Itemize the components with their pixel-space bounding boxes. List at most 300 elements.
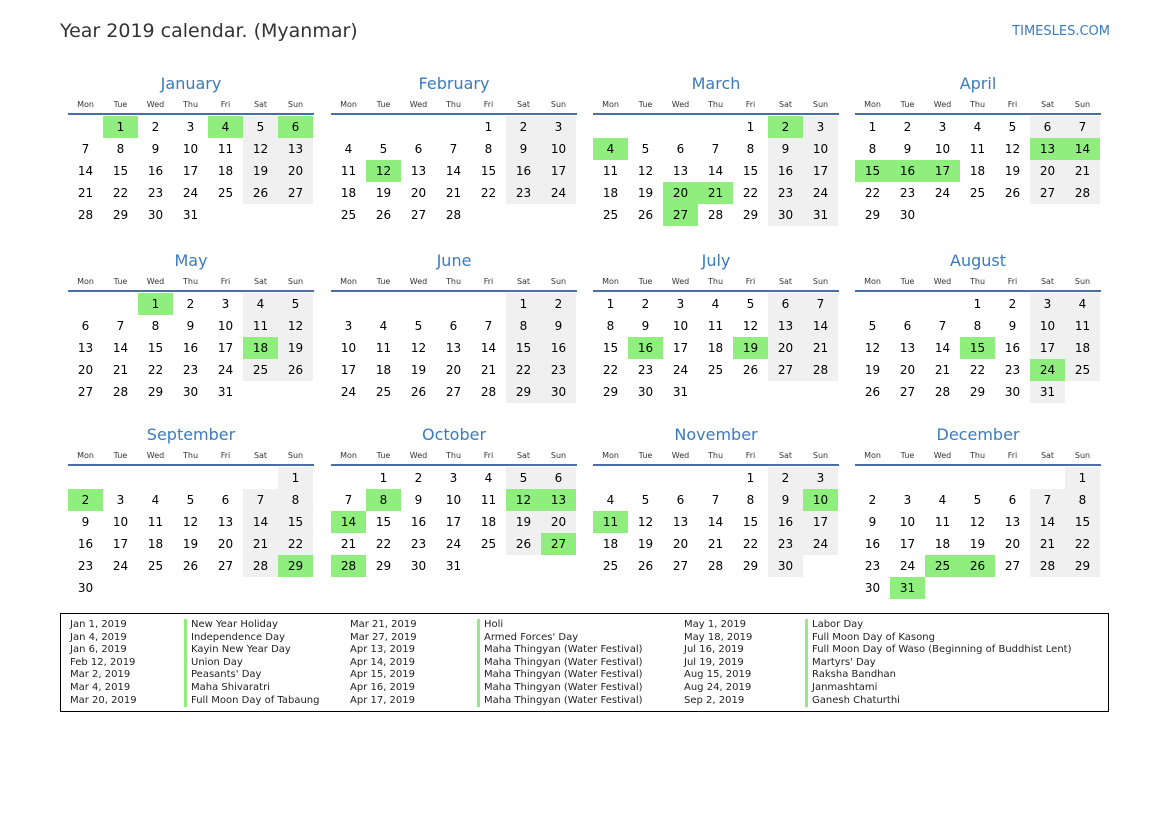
day-cell: 31 <box>445 559 462 573</box>
day-cell: 16 <box>768 160 803 182</box>
day-cell: 4 <box>711 297 720 311</box>
empty-cell <box>331 467 366 489</box>
day-cell: 29 <box>969 385 986 399</box>
legend-date: Apr 15, 2019 <box>350 669 416 681</box>
day-cell: 27 <box>1030 182 1065 204</box>
day-grid <box>855 293 1101 403</box>
weekday-label: Tue <box>113 100 128 109</box>
day-cell: 26 <box>278 359 313 381</box>
legend-holiday-name: Full Moon Day of Kasong <box>805 632 1072 645</box>
empty-cell <box>698 467 733 489</box>
day-cell: 10 <box>182 142 199 156</box>
legend-holiday-name: Ganesh Chaturthi <box>805 695 1072 708</box>
holiday-day-cell: 18 <box>243 337 278 359</box>
weekday-label: Fri <box>220 100 231 109</box>
day-cell: 3 <box>221 297 230 311</box>
day-cell: 25 <box>217 186 234 200</box>
weekday-label: Sun <box>1074 277 1091 286</box>
legend-name-column <box>184 619 319 707</box>
day-cell: 16 <box>1004 341 1021 355</box>
empty-cell <box>471 293 506 315</box>
day-cell: 2 <box>641 297 650 311</box>
weekday-label: Tue <box>900 100 915 109</box>
day-cell: 17 <box>541 160 576 182</box>
empty-cell <box>208 467 243 489</box>
day-cell: 8 <box>151 319 160 333</box>
day-cell: 3 <box>676 297 685 311</box>
page-title: Year 2019 calendar. (Myanmar) <box>60 20 358 42</box>
day-cell: 23 <box>637 363 654 377</box>
holiday-day-cell: 16 <box>628 337 663 359</box>
day-cell: 14 <box>707 515 724 529</box>
day-cell: 26 <box>637 208 654 222</box>
weekday-label: Thu <box>445 277 462 286</box>
day-cell: 31 <box>182 208 199 222</box>
weekday-label: Wed <box>671 451 690 460</box>
weekday-label: Sat <box>1040 277 1055 286</box>
legend-date: Jul 16, 2019 <box>684 644 744 656</box>
weekday-header <box>593 449 839 466</box>
day-cell: 13 <box>445 341 462 355</box>
holiday-day-cell: 13 <box>1030 138 1065 160</box>
weekday-label: Wed <box>146 451 165 460</box>
day-cell: 30 <box>410 559 427 573</box>
day-cell: 3 <box>938 120 947 134</box>
day-grid <box>855 116 1101 226</box>
day-cell: 22 <box>147 363 164 377</box>
weekday-label: Thu <box>969 451 986 460</box>
day-cell: 1 <box>746 471 755 485</box>
day-cell: 28 <box>243 555 278 577</box>
month-name: September <box>146 425 236 444</box>
day-cell: 20 <box>77 363 94 377</box>
legend-date: Mar 4, 2019 <box>70 681 131 693</box>
day-cell: 13 <box>672 164 689 178</box>
empty-cell <box>138 467 173 489</box>
empty-cell <box>593 116 628 138</box>
weekday-label: Sat <box>253 451 268 460</box>
day-cell: 29 <box>506 381 541 403</box>
legend-date: Jan 1, 2019 <box>70 619 127 630</box>
holiday-day-cell: 16 <box>890 160 925 182</box>
day-cell: 28 <box>1065 182 1100 204</box>
day-cell: 12 <box>410 341 427 355</box>
holiday-day-cell: 17 <box>925 160 960 182</box>
day-grid <box>68 293 314 403</box>
month-september <box>68 425 314 599</box>
day-cell: 11 <box>969 142 986 156</box>
day-cell: 27 <box>278 182 313 204</box>
empty-cell <box>103 293 138 315</box>
weekday-label: Sat <box>778 451 793 460</box>
weekday-label: Fri <box>483 100 494 109</box>
weekday-label: Fri <box>745 451 756 460</box>
day-cell: 24 <box>803 182 838 204</box>
day-cell: 29 <box>742 559 759 573</box>
holiday-day-cell: 15 <box>960 337 995 359</box>
day-cell: 1 <box>1065 467 1100 489</box>
weekday-label: Mon <box>864 100 881 109</box>
day-cell: 3 <box>1030 293 1065 315</box>
day-cell: 29 <box>375 559 392 573</box>
empty-cell <box>593 467 628 489</box>
legend-date: Mar 20, 2019 <box>70 694 137 706</box>
day-cell: 19 <box>243 160 278 182</box>
empty-cell <box>663 467 698 489</box>
day-grid <box>855 467 1101 599</box>
day-cell: 5 <box>243 116 278 138</box>
day-cell: 20 <box>445 363 462 377</box>
day-grid <box>331 116 577 226</box>
holiday-day-cell: 12 <box>366 160 401 182</box>
day-cell: 24 <box>445 537 462 551</box>
day-cell: 10 <box>934 142 951 156</box>
day-cell: 20 <box>1030 160 1065 182</box>
day-cell: 23 <box>768 533 803 555</box>
empty-cell <box>68 116 103 138</box>
holiday-day-cell: 24 <box>1030 359 1065 381</box>
empty-cell <box>925 293 960 315</box>
day-cell: 10 <box>803 138 838 160</box>
day-cell: 15 <box>742 164 759 178</box>
day-cell: 6 <box>541 467 576 489</box>
weekday-label: Thu <box>707 451 724 460</box>
day-cell: 2 <box>868 493 877 507</box>
weekday-label: Wed <box>146 100 165 109</box>
weekday-header <box>68 98 314 115</box>
day-cell: 24 <box>541 182 576 204</box>
day-cell: 9 <box>81 515 90 529</box>
weekday-label: Tue <box>376 451 391 460</box>
day-cell: 28 <box>707 208 724 222</box>
day-cell: 4 <box>151 493 160 507</box>
day-cell: 27 <box>1004 559 1021 573</box>
day-cell: 4 <box>606 493 615 507</box>
day-cell: 17 <box>445 515 462 529</box>
day-cell: 27 <box>217 559 234 573</box>
weekday-label: Sun <box>287 100 304 109</box>
day-cell: 23 <box>541 359 576 381</box>
day-cell: 7 <box>1030 489 1065 511</box>
day-cell: 28 <box>934 385 951 399</box>
day-cell: 3 <box>803 116 838 138</box>
day-cell: 22 <box>506 359 541 381</box>
day-cell: 26 <box>182 559 199 573</box>
weekday-label: Fri <box>1007 277 1018 286</box>
day-grid <box>593 467 839 577</box>
day-cell: 22 <box>278 533 313 555</box>
empty-cell <box>960 467 995 489</box>
holiday-day-cell: 27 <box>541 533 576 555</box>
day-cell: 20 <box>278 160 313 182</box>
day-cell: 19 <box>637 186 654 200</box>
day-cell: 12 <box>864 341 881 355</box>
day-cell: 24 <box>934 186 951 200</box>
legend-holiday-name: Armed Forces' Day <box>477 632 643 645</box>
day-cell: 5 <box>1008 120 1017 134</box>
day-cell: 3 <box>903 493 912 507</box>
day-cell: 10 <box>672 319 689 333</box>
day-cell: 24 <box>182 186 199 200</box>
empty-cell <box>173 467 208 489</box>
day-cell: 18 <box>147 537 164 551</box>
day-cell: 2 <box>903 120 912 134</box>
weekday-label: Sat <box>253 277 268 286</box>
day-cell: 6 <box>1008 493 1017 507</box>
day-cell: 18 <box>340 186 357 200</box>
day-cell: 19 <box>864 363 881 377</box>
weekday-label: Wed <box>146 277 165 286</box>
weekday-header <box>331 98 577 115</box>
day-cell: 7 <box>81 142 90 156</box>
day-cell: 11 <box>1065 315 1100 337</box>
day-cell: 2 <box>541 293 576 315</box>
day-cell: 26 <box>864 385 881 399</box>
legend-holiday-name: Full Moon Day of Waso (Beginning of Buddhist Lent) <box>805 644 1072 657</box>
day-cell: 2 <box>1008 297 1017 311</box>
month-name: May <box>174 251 208 270</box>
day-cell: 9 <box>768 138 803 160</box>
day-cell: 20 <box>541 511 576 533</box>
day-cell: 21 <box>445 186 462 200</box>
day-cell: 7 <box>1065 116 1100 138</box>
month-april <box>855 74 1101 226</box>
weekday-header <box>855 449 1101 466</box>
day-cell: 12 <box>969 515 986 529</box>
day-cell: 8 <box>746 493 755 507</box>
day-cell: 22 <box>375 537 392 551</box>
day-cell: 5 <box>973 493 982 507</box>
empty-cell <box>628 116 663 138</box>
legend-holiday-name: Maha Thingyan (Water Festival) <box>477 682 643 695</box>
weekday-label: Wed <box>671 100 690 109</box>
month-name: November <box>674 425 758 444</box>
day-cell: 5 <box>278 293 313 315</box>
day-cell: 13 <box>672 515 689 529</box>
day-cell: 30 <box>1004 385 1021 399</box>
day-cell: 10 <box>112 515 129 529</box>
day-cell: 5 <box>186 493 195 507</box>
month-november <box>593 425 839 577</box>
weekday-label: Sun <box>812 100 829 109</box>
weekday-label: Sun <box>287 277 304 286</box>
day-cell: 7 <box>484 319 493 333</box>
day-cell: 3 <box>186 120 195 134</box>
day-cell: 2 <box>151 120 160 134</box>
day-cell: 8 <box>868 142 877 156</box>
weekday-label: Sat <box>1040 100 1055 109</box>
month-february <box>331 74 577 226</box>
day-cell: 9 <box>186 319 195 333</box>
legend-name-column <box>805 619 1072 707</box>
day-cell: 5 <box>746 297 755 311</box>
legend-holiday-name: Maha Thingyan (Water Festival) <box>477 695 643 708</box>
day-cell: 21 <box>803 337 838 359</box>
day-cell: 30 <box>768 204 803 226</box>
day-cell: 23 <box>506 182 541 204</box>
empty-cell <box>890 293 925 315</box>
day-cell: 20 <box>899 363 916 377</box>
weekday-label: Tue <box>638 100 653 109</box>
month-name: June <box>436 251 472 270</box>
day-cell: 8 <box>1065 489 1100 511</box>
legend-date: Jan 4, 2019 <box>70 631 127 643</box>
day-cell: 15 <box>278 511 313 533</box>
weekday-label: Sun <box>550 100 567 109</box>
day-cell: 16 <box>182 341 199 355</box>
empty-cell <box>925 467 960 489</box>
day-cell: 25 <box>375 385 392 399</box>
holiday-day-cell: 27 <box>663 204 698 226</box>
day-cell: 11 <box>243 315 278 337</box>
day-cell: 4 <box>1065 293 1100 315</box>
day-cell: 6 <box>221 493 230 507</box>
day-cell: 25 <box>969 186 986 200</box>
day-cell: 8 <box>116 142 125 156</box>
day-cell: 14 <box>445 164 462 178</box>
legend-date: Feb 12, 2019 <box>70 656 136 668</box>
day-cell: 6 <box>903 319 912 333</box>
weekday-label: Mon <box>340 451 357 460</box>
day-cell: 28 <box>480 385 497 399</box>
day-cell: 5 <box>641 142 650 156</box>
day-cell: 1 <box>746 120 755 134</box>
day-cell: 29 <box>602 385 619 399</box>
day-cell: 10 <box>445 493 462 507</box>
holiday-day-cell: 12 <box>506 489 541 511</box>
day-cell: 27 <box>672 559 689 573</box>
weekday-header <box>855 98 1101 115</box>
weekday-label: Tue <box>900 277 915 286</box>
day-cell: 5 <box>414 319 423 333</box>
day-cell: 26 <box>1004 186 1021 200</box>
day-cell: 17 <box>340 363 357 377</box>
empty-cell <box>331 116 366 138</box>
day-cell: 23 <box>147 186 164 200</box>
holiday-day-cell: 26 <box>960 555 995 577</box>
holiday-legend <box>60 613 1109 712</box>
day-cell: 22 <box>1065 533 1100 555</box>
weekday-label: Sat <box>516 451 531 460</box>
weekday-label: Thu <box>182 451 199 460</box>
day-cell: 28 <box>77 208 94 222</box>
day-cell: 13 <box>217 515 234 529</box>
weekday-header <box>68 449 314 466</box>
day-cell: 25 <box>243 359 278 381</box>
legend-date: May 1, 2019 <box>684 619 747 630</box>
day-cell: 25 <box>340 208 357 222</box>
day-cell: 30 <box>864 581 881 595</box>
day-cell: 14 <box>480 341 497 355</box>
day-cell: 16 <box>864 537 881 551</box>
holiday-day-cell: 15 <box>855 160 890 182</box>
day-cell: 18 <box>934 537 951 551</box>
day-cell: 31 <box>803 204 838 226</box>
day-cell: 17 <box>182 164 199 178</box>
day-cell: 27 <box>410 208 427 222</box>
day-cell: 17 <box>672 341 689 355</box>
month-june <box>331 251 577 403</box>
holiday-day-cell: 11 <box>593 511 628 533</box>
day-cell: 6 <box>449 319 458 333</box>
day-cell: 21 <box>1065 160 1100 182</box>
day-cell: 13 <box>410 164 427 178</box>
day-cell: 28 <box>707 559 724 573</box>
day-cell: 9 <box>414 493 423 507</box>
day-cell: 2 <box>506 116 541 138</box>
month-name: February <box>418 74 490 93</box>
day-cell: 24 <box>217 363 234 377</box>
weekday-label: Wed <box>933 277 952 286</box>
day-cell: 15 <box>742 515 759 529</box>
day-cell: 14 <box>803 315 838 337</box>
day-cell: 19 <box>278 337 313 359</box>
day-cell: 1 <box>973 297 982 311</box>
holiday-day-cell: 20 <box>663 182 698 204</box>
weekday-label: Tue <box>113 277 128 286</box>
day-cell: 5 <box>379 142 388 156</box>
holiday-day-cell: 29 <box>278 555 313 577</box>
day-cell: 24 <box>340 385 357 399</box>
legend-date: Apr 17, 2019 <box>350 694 416 706</box>
day-cell: 24 <box>803 533 838 555</box>
site-link[interactable]: TIMESLES.COM <box>1012 24 1110 39</box>
day-cell: 9 <box>151 142 160 156</box>
day-grid <box>331 467 577 577</box>
legend-holiday-name: Maha Thingyan (Water Festival) <box>477 669 643 682</box>
legend-holiday-name: Maha Thingyan (Water Festival) <box>477 644 643 657</box>
day-cell: 8 <box>506 315 541 337</box>
day-cell: 19 <box>182 537 199 551</box>
holiday-day-cell: 31 <box>890 577 925 599</box>
day-grid <box>593 116 839 226</box>
day-cell: 26 <box>243 182 278 204</box>
day-cell: 10 <box>340 341 357 355</box>
day-cell: 12 <box>278 315 313 337</box>
day-cell: 20 <box>217 537 234 551</box>
day-cell: 10 <box>899 515 916 529</box>
weekday-label: Wed <box>933 100 952 109</box>
weekday-label: Sun <box>550 451 567 460</box>
day-cell: 9 <box>541 315 576 337</box>
day-cell: 14 <box>1030 511 1065 533</box>
day-cell: 12 <box>182 515 199 529</box>
day-cell: 15 <box>375 515 392 529</box>
holiday-day-cell: 19 <box>733 337 768 359</box>
legend-date: Mar 2, 2019 <box>70 669 131 681</box>
day-cell: 27 <box>77 385 94 399</box>
day-cell: 19 <box>637 537 654 551</box>
day-cell: 18 <box>707 341 724 355</box>
holiday-day-cell: 1 <box>138 293 173 315</box>
holiday-day-cell: 2 <box>768 116 803 138</box>
day-grid <box>593 293 839 403</box>
day-cell: 7 <box>243 489 278 511</box>
day-cell: 13 <box>278 138 313 160</box>
month-january <box>68 74 314 226</box>
weekday-header <box>593 275 839 292</box>
legend-date: Aug 24, 2019 <box>684 681 752 693</box>
day-cell: 4 <box>243 293 278 315</box>
legend-holiday-name: Independence Day <box>184 632 319 645</box>
day-cell: 9 <box>868 515 877 529</box>
legend-date: Jan 6, 2019 <box>70 644 127 656</box>
day-cell: 11 <box>340 164 357 178</box>
day-cell: 6 <box>768 293 803 315</box>
day-cell: 11 <box>480 493 497 507</box>
day-cell: 4 <box>973 120 982 134</box>
weekday-label: Sat <box>778 100 793 109</box>
